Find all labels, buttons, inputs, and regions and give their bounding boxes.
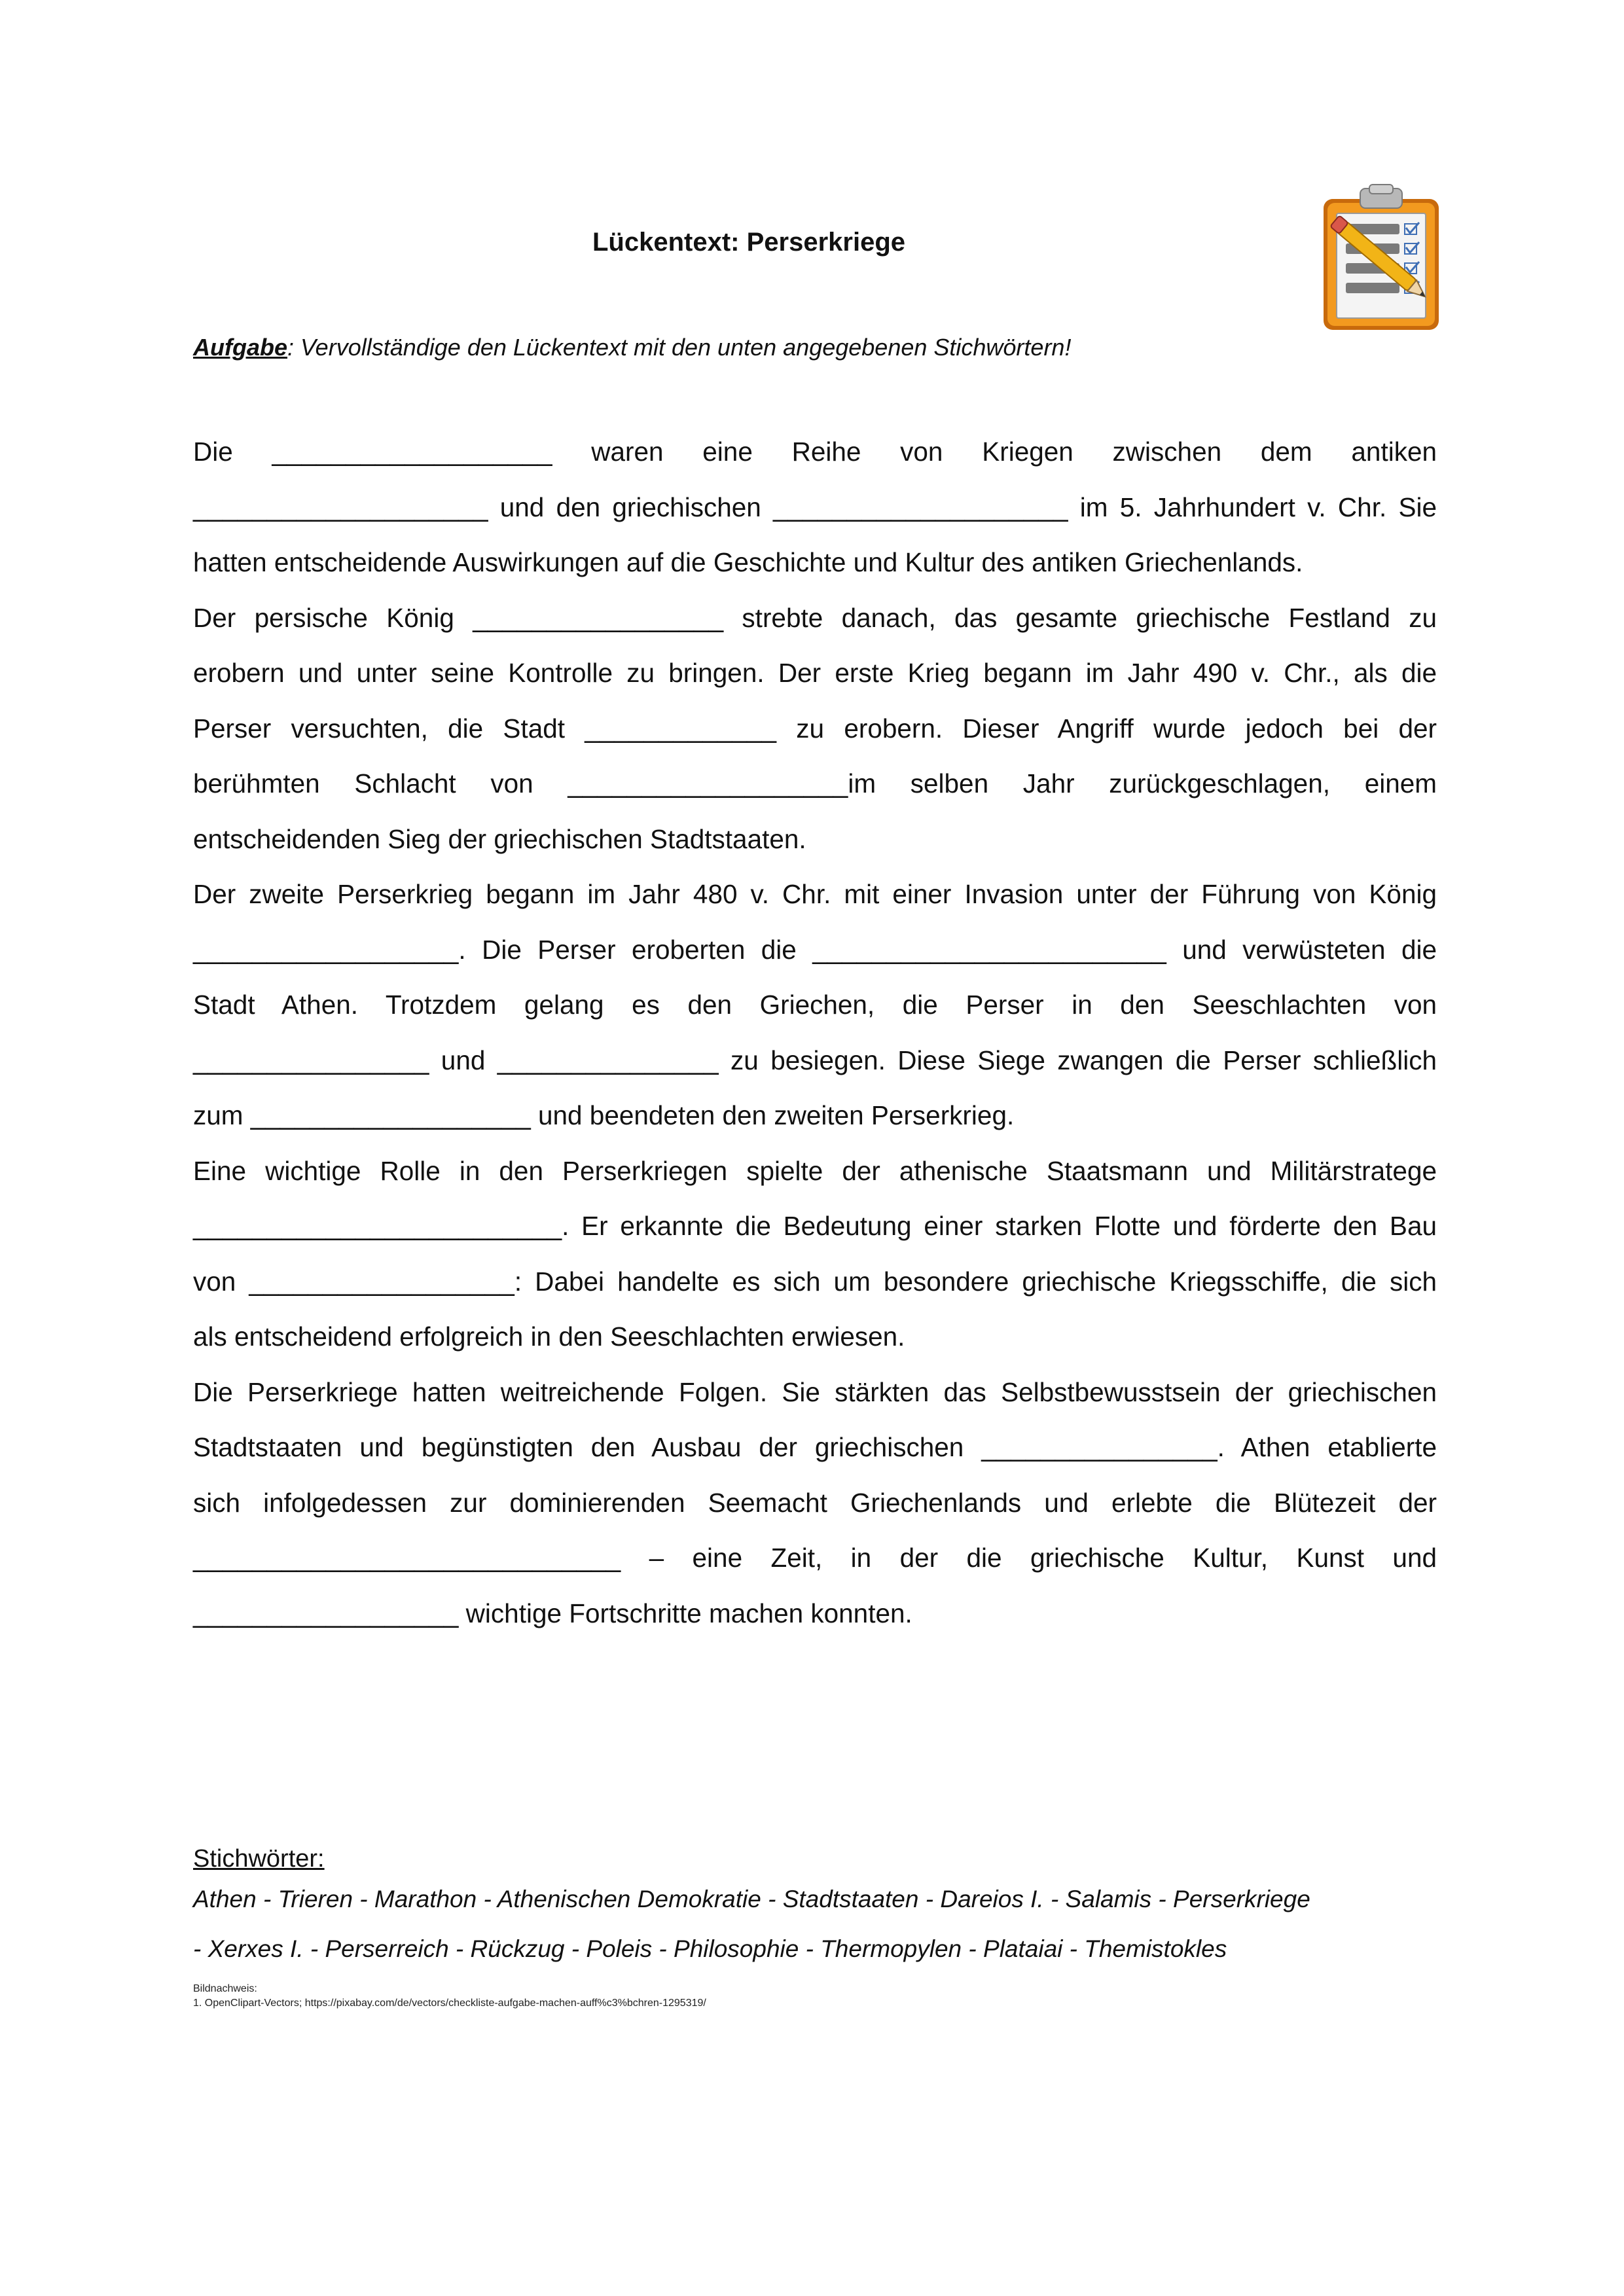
text-line: Stadt Athen. Trotzdem gelang es den Griechen, die Perser in den Seeschlachten von [193,990,1437,1020]
text-line: Die Perserkriege hatten weitreichende Folgen. Sie stärkten das Selbstbewusstsein der griechischen [193,1376,1437,1407]
text-line: _____________________________ – eine Zeit, in der die griechische Kultur, Kunst und [193,1543,1437,1573]
text-line: als entscheidend erfolgreich in den Seeschlachten erwiesen. [193,1321,905,1352]
text-line: hatten entscheidende Auswirkungen auf die Geschichte und Kultur des antiken Griechenlands. [193,547,1303,577]
text-line: Eine wichtige Rolle in den Perserkriegen spielte der athenische Staatsmann und Militärstratege [193,1155,1437,1186]
text-line: __________________. Die Perser eroberten die ________________________ und verwüsteten die [193,934,1437,965]
clipboard-checklist-pencil-icon [1317,183,1468,334]
text-line: von __________________: Dabei handelte es sich um besondere griechische Kriegsschiffe, die sich [193,1266,1437,1297]
text-line: entscheidenden Sieg der griechischen Stadtstaaten. [193,823,806,854]
credits-line: 1. OpenClipart-Vectors; https://pixabay.com/de/vectors/checkliste-aufgabe-machen-auff%c3%bchren-1295319/ [193,1998,706,2009]
task-instruction [193,334,1071,361]
text-line: Der persische König _________________ strebte danach, das gesamte griechische Festland zu [193,602,1437,633]
text-line: Der zweite Perserkrieg begann im Jahr 480 v. Chr. mit einer Invasion unter der Führung von König [193,879,1437,909]
text-line: _________________________. Er erkannte die Bedeutung einer starken Flotte und förderte den Bau [193,1211,1437,1241]
text-line: zum ___________________ und beendeten den zweiten Perserkrieg. [193,1100,1015,1130]
keywords-line: Athen - Trieren - Marathon - Athenischen Demokratie - Stadtstaaten - Dareios I. - Salamis - Perserkriege [193,1886,1310,1912]
page-title: Lückentext: Perserkriege [592,228,906,257]
text-line: ________________ und _______________ zu besiegen. Diese Siege zwangen die Perser schließlich [193,1045,1437,1075]
text-line: Stadtstaaten und begünstigten den Ausbau der griechischen ________________. Athen etablierte [193,1432,1437,1462]
credits-heading: Bildnachweis: [193,1983,257,1994]
text-line: ____________________ und den griechischen ____________________ im 5. Jahrhundert v. Chr. Sie [193,492,1437,522]
text-line: Die ___________________ waren eine Reihe von Kriegen zwischen dem antiken [193,437,1437,467]
text-line: berühmten Schlacht von ___________________im selben Jahr zurückgeschlagen, einem [193,768,1437,798]
cloze-text [193,424,1437,1641]
keywords-heading: Stichwörter: [193,1845,325,1873]
task-text: : Vervollständige den Lückentext mit den unten angegebenen Stichwörtern! [287,334,1072,361]
keyword-box [193,1843,1450,1974]
text-line: Perser versuchten, die Stadt _____________ zu erobern. Dieser Angriff wurde jedoch bei der [193,713,1437,744]
text-line: sich infolgedessen zur dominierenden Seemacht Griechenlands und erlebte die Blütezeit der [193,1487,1437,1518]
keywords-line: - Xerxes I. - Perserreich - Rückzug - Poleis - Philosophie - Thermopylen - Plataiai - Themistokles [193,1935,1227,1962]
image-credits [193,1982,706,2011]
text-line: __________________ wichtige Fortschritte machen konnten. [193,1598,912,1628]
text-line: erobern und unter seine Kontrolle zu bringen. Der erste Krieg begann im Jahr 490 v. Chr., als die [193,658,1437,688]
task-label: Aufgabe [193,334,287,361]
